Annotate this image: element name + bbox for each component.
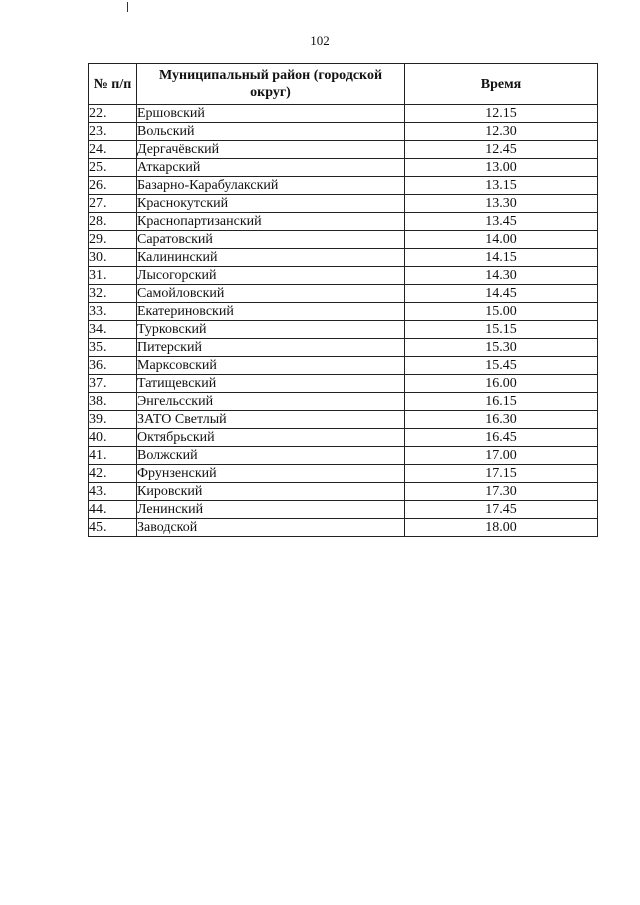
row-district: Питерский [137,339,405,357]
row-district: Татищевский [137,375,405,393]
row-time: 18.00 [405,519,598,537]
row-time: 15.00 [405,303,598,321]
row-district: Базарно-Карабулакский [137,177,405,195]
row-district: Марксовский [137,357,405,375]
row-number: 29. [89,231,137,249]
row-district: Заводской [137,519,405,537]
row-district: Фрунзенский [137,465,405,483]
row-number: 42. [89,465,137,483]
row-time: 17.15 [405,465,598,483]
header-time: Время [405,64,598,105]
row-number: 38. [89,393,137,411]
row-number: 33. [89,303,137,321]
table-row [89,177,598,195]
row-number: 45. [89,519,137,537]
row-district: ЗАТО Светлый [137,411,405,429]
row-district: Екатериновский [137,303,405,321]
row-time: 16.00 [405,375,598,393]
row-time: 13.45 [405,213,598,231]
row-time: 12.15 [405,105,598,123]
table-row [89,411,598,429]
row-time: 14.15 [405,249,598,267]
row-time: 14.45 [405,285,598,303]
row-district: Лысогорский [137,267,405,285]
table-row [89,357,598,375]
schedule-table [88,63,598,537]
row-district: Саратовский [137,231,405,249]
row-number: 41. [89,447,137,465]
table-row [89,141,598,159]
row-time: 16.15 [405,393,598,411]
table-row [89,303,598,321]
row-number: 40. [89,429,137,447]
row-district: Энгельсский [137,393,405,411]
row-time: 17.45 [405,501,598,519]
table-body [89,105,598,537]
row-time: 12.45 [405,141,598,159]
scan-mark [127,2,128,12]
table-row [89,159,598,177]
table-row [89,483,598,501]
row-district: Самойловский [137,285,405,303]
table-row [89,213,598,231]
row-time: 15.30 [405,339,598,357]
row-time: 17.00 [405,447,598,465]
row-number: 34. [89,321,137,339]
row-time: 16.45 [405,429,598,447]
table-row [89,501,598,519]
row-district: Краснопартизанский [137,213,405,231]
row-number: 27. [89,195,137,213]
table-row [89,231,598,249]
table-row [89,465,598,483]
row-number: 28. [89,213,137,231]
table-row [89,393,598,411]
table-row [89,429,598,447]
header-district: Муниципальный район (городской округ) [137,64,405,105]
row-time: 16.30 [405,411,598,429]
table-header-row [89,64,598,105]
row-district: Волжский [137,447,405,465]
row-time: 17.30 [405,483,598,501]
row-district: Ершовский [137,105,405,123]
table-row [89,249,598,267]
row-time: 14.30 [405,267,598,285]
row-time: 15.45 [405,357,598,375]
row-number: 36. [89,357,137,375]
row-number: 30. [89,249,137,267]
row-number: 22. [89,105,137,123]
row-district: Кировский [137,483,405,501]
row-district: Дергачёвский [137,141,405,159]
table-row [89,105,598,123]
table-row [89,123,598,141]
row-number: 44. [89,501,137,519]
table-row [89,447,598,465]
row-number: 32. [89,285,137,303]
row-time: 13.30 [405,195,598,213]
table-row [89,519,598,537]
header-num: № п/п [89,64,137,105]
table-row [89,321,598,339]
row-number: 25. [89,159,137,177]
row-number: 31. [89,267,137,285]
row-district: Аткарский [137,159,405,177]
row-number: 26. [89,177,137,195]
row-district: Ленинский [137,501,405,519]
row-district: Краснокутский [137,195,405,213]
row-number: 37. [89,375,137,393]
row-time: 14.00 [405,231,598,249]
row-number: 43. [89,483,137,501]
table-row [89,375,598,393]
row-time: 15.15 [405,321,598,339]
row-number: 24. [89,141,137,159]
row-time: 13.15 [405,177,598,195]
row-district: Калининский [137,249,405,267]
row-district: Вольский [137,123,405,141]
row-district: Октябрьский [137,429,405,447]
row-district: Турковский [137,321,405,339]
table-row [89,195,598,213]
row-time: 13.00 [405,159,598,177]
row-number: 35. [89,339,137,357]
table-row [89,285,598,303]
row-time: 12.30 [405,123,598,141]
row-number: 39. [89,411,137,429]
row-number: 23. [89,123,137,141]
table-row [89,339,598,357]
table-row [89,267,598,285]
page-number: 102 [310,33,330,48]
